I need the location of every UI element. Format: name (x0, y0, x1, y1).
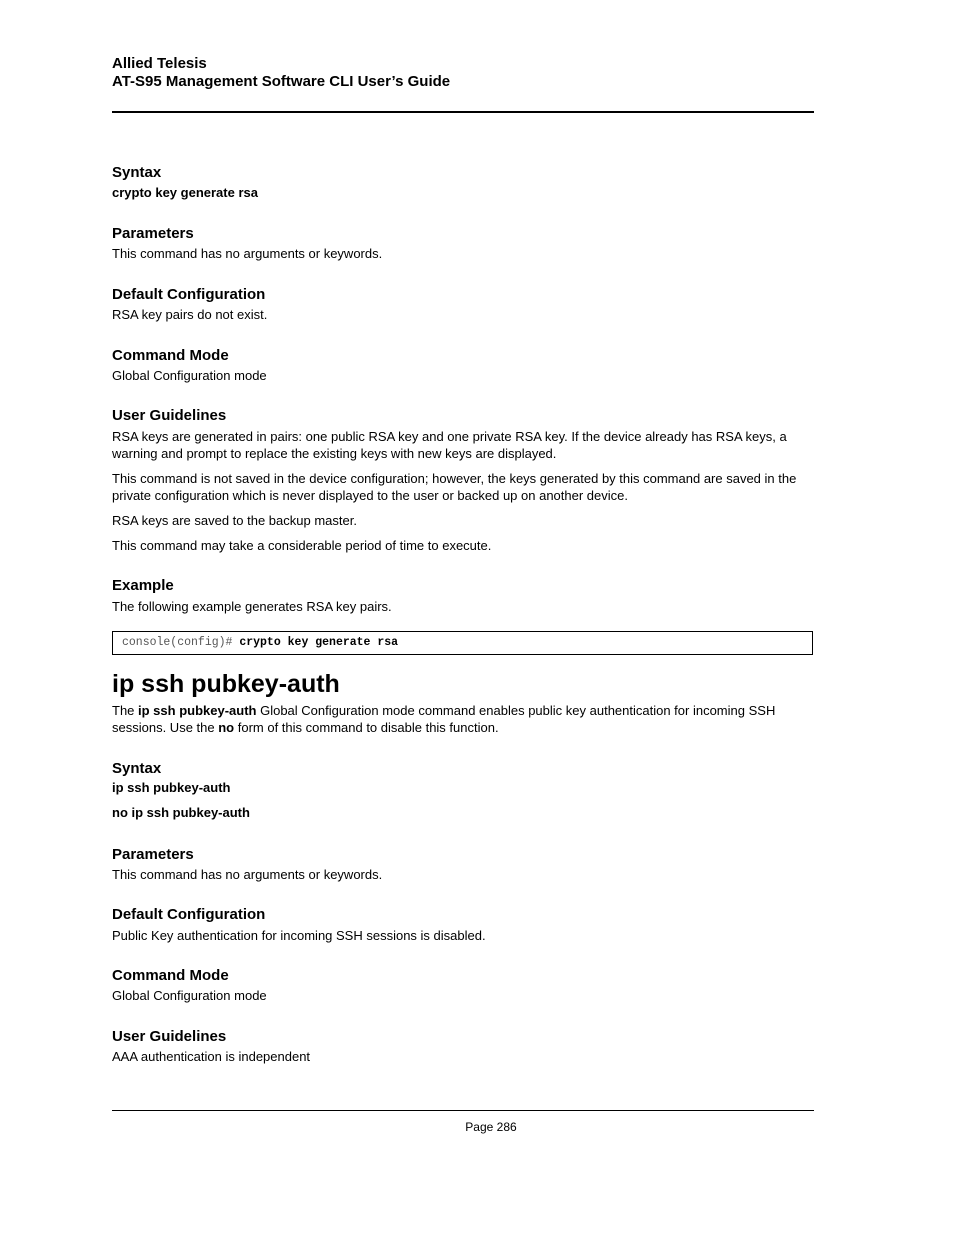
intro-command: ip ssh pubkey-auth (138, 703, 257, 718)
intro-text: The (112, 703, 139, 718)
user-guidelines-paragraph: RSA keys are saved to the backup master. (112, 513, 357, 528)
code-example-box (112, 631, 813, 655)
header-company: Allied Telesis (112, 55, 207, 72)
default-config-heading: Default Configuration (112, 286, 266, 303)
user-guidelines-text: AAA authentication is independent (112, 1049, 311, 1064)
parameters-heading: Parameters (112, 225, 194, 242)
user-guidelines-paragraph: This command may take a considerable period of time to execute. (112, 538, 492, 553)
header-rule (112, 111, 814, 113)
command-mode-heading: Command Mode (112, 967, 229, 984)
user-guidelines-paragraph: RSA keys are generated in pairs: one public RSA key and one private RSA key. If the device already has RSA keys, a warning and prompt to replace the existing keys with new keys are displayed. (112, 429, 787, 461)
user-guidelines-heading: User Guidelines (112, 407, 227, 424)
syntax-heading: Syntax (112, 760, 162, 777)
example-text: The following example generates RSA key pairs. (112, 599, 392, 614)
footer-rule (112, 1110, 814, 1111)
command-mode-heading: Command Mode (112, 347, 229, 364)
page-number: Page 286 (465, 1120, 517, 1134)
command-title: ip ssh pubkey-auth (112, 670, 340, 698)
intro-no-keyword: no (218, 720, 235, 735)
code-line (122, 635, 398, 651)
default-config-heading: Default Configuration (112, 906, 266, 923)
code-command: crypto key generate rsa (239, 636, 399, 649)
parameters-heading: Parameters (112, 846, 194, 863)
intro-text: Global Configuration mode command enables public key authentication for incoming SSH sessions. Use the (112, 703, 776, 735)
header-guide-title: AT-S95 Management Software CLI User’s Guide (112, 73, 451, 90)
intro-text: form of this command to disable this function. (234, 720, 499, 735)
user-guidelines-paragraph: This command is not saved in the device configuration; however, the keys generated by this command are saved in the private configuration which is never displayed to the user or backed up on another device. (112, 471, 797, 503)
command-mode-text: Global Configuration mode (112, 368, 267, 383)
syntax-command: crypto key generate rsa (112, 185, 258, 200)
syntax-command: ip ssh pubkey-auth (112, 780, 231, 795)
parameters-text: This command has no arguments or keywords. (112, 867, 383, 882)
syntax-command-negated: no ip ssh pubkey-auth (112, 805, 250, 820)
default-config-text: Public Key authentication for incoming SSH sessions is disabled. (112, 928, 486, 943)
command-mode-text: Global Configuration mode (112, 988, 267, 1003)
syntax-heading: Syntax (112, 164, 162, 181)
example-heading: Example (112, 577, 174, 594)
user-guidelines-heading: User Guidelines (112, 1028, 227, 1045)
default-config-text: RSA key pairs do not exist. (112, 307, 268, 322)
code-prompt: console(config)# (122, 636, 240, 649)
parameters-text: This command has no arguments or keywords. (112, 246, 383, 261)
command-intro (112, 702, 814, 736)
